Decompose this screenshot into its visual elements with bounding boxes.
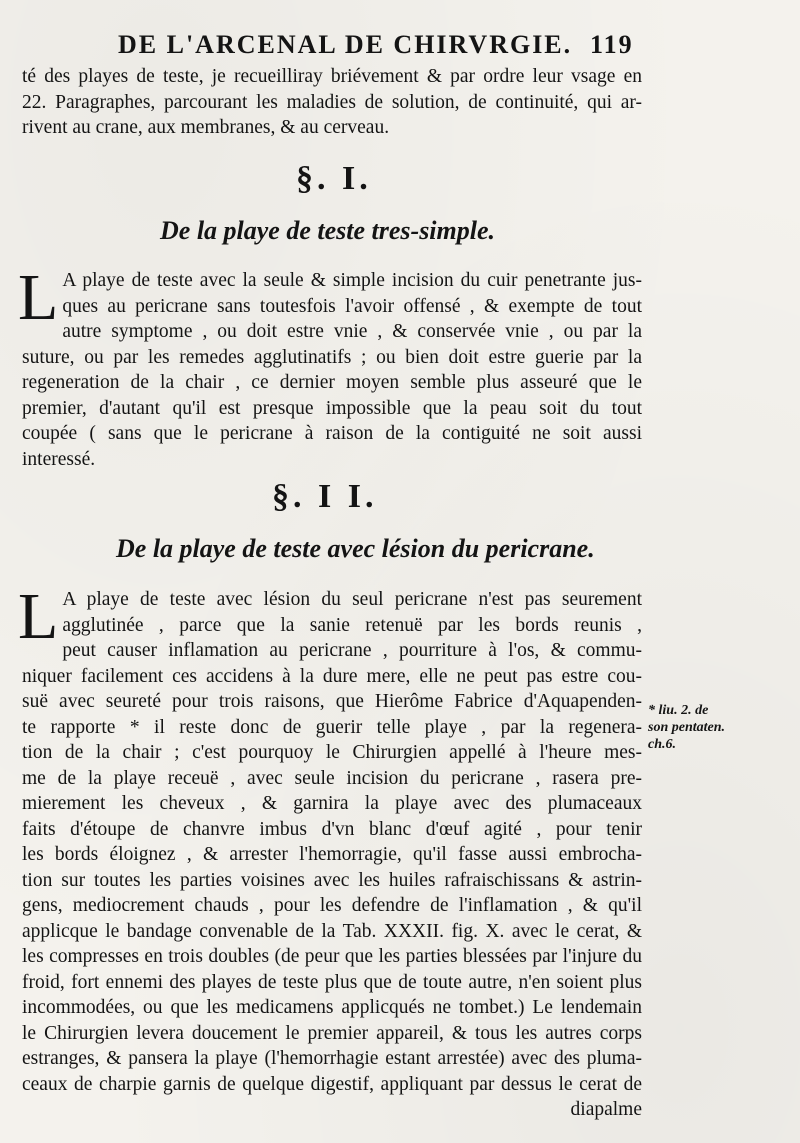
text-line: agglutinée , parce que la sanie retenuë par les bords reunis ,: [62, 614, 642, 636]
text-line: me de la playe receuë , avec seule incision du pericrane , rasera pre-: [22, 767, 642, 789]
text-line: mierement les cheveux , & garnira la playe avec des plumaceaux: [22, 793, 642, 814]
text-line: A playe de teste avec lésion du seul pericrane n'est pas seurement: [62, 589, 642, 610]
intro-paragraph: [22, 64, 642, 141]
margin-note-line: son pentaten.: [648, 720, 726, 735]
text-line: té des playes de teste, je recueilliray briévement & par ordre leur vsage en: [22, 66, 642, 87]
text-line: 22. Paragraphes, parcourant les maladies de solution, de continuité, qui ar-: [22, 91, 642, 113]
text-line: regeneration de la chair , ce dernier moyen semble plus asseuré que le: [22, 372, 642, 393]
text-line: ques au pericrane sans toutesfois l'avoir offensé , & exempte de tout: [62, 295, 642, 317]
text-line: niquer facilement ces accidens à la dure mere, elle ne peut pas estre cou-: [22, 665, 642, 687]
text-line: interessé.: [22, 448, 96, 470]
text-line: estranges, & pansera la playe (l'hemorrhagie estant arrestée) avec des pluma-: [22, 1048, 642, 1069]
section-1-number: §. I.: [296, 160, 372, 197]
drop-cap: L: [18, 261, 59, 334]
text-line: rivent au crane, aux membranes, & au cerveau.: [22, 117, 390, 138]
section-2-title: De la playe de teste avec lésion du pericrane.: [116, 534, 595, 563]
text-line: gens, mediocrement chauds , pour les defendre de l'inflamation , & qu'il: [22, 895, 642, 916]
text-line: faits d'étoupe de chanvre imbus d'vn blanc d'œuf agité , pour tenir: [22, 818, 642, 840]
margin-note-line: ch.6.: [648, 737, 676, 752]
text-line: le Chirurgien levera doucement le premier appareil, & tous les autres corps: [22, 1022, 642, 1044]
section-1-paragraph: [18, 261, 642, 472]
text-line: applicque le bandage convenable de la Tab. XXXII. fig. X. avec le cerat, &: [22, 920, 642, 942]
margin-note: [648, 702, 768, 753]
running-title: DE L'ARCENAL DE CHIRVRGIE.: [118, 30, 573, 59]
text-line: suture, ou par les remedes agglutinatifs ; ou bien doit estre guerie par la: [22, 346, 642, 368]
text-line: coupée ( sans que le pericrane à raison de la contiguité ne soit aussi: [22, 423, 642, 444]
text-line: incommodées, ou que les medicamens applicqués ne tombet.) Le lendemain: [22, 997, 642, 1018]
text-line: froid, fort ennemi des playes de teste plus que de toute autre, n'en soient plus: [22, 971, 642, 993]
text-line: suë avec seureté pour trois raisons, que Hierôme Fabrice d'Aquapenden-: [22, 691, 642, 712]
section-2-paragraph: [18, 580, 642, 1123]
page-number: 119: [590, 30, 634, 59]
text-line: ceaux de charpie garnis de quelque digestif, appliquant par dessus le cerat de: [22, 1073, 642, 1095]
text-line: autre symptome , ou doit estre vnie , & conservée vnie , ou par la: [62, 321, 642, 342]
section-2-number: §. I I.: [272, 478, 378, 515]
catchword: diapalme: [570, 1099, 642, 1120]
section-1-title: De la playe de teste tres-simple.: [160, 216, 496, 245]
margin-note-line: * liu. 2. de: [648, 703, 709, 718]
text-line: tion sur toutes les parties voisines avec les huiles rafraischissans & astrin-: [22, 869, 642, 891]
text-line: peut causer inflamation au pericrane , pourriture à l'os, & commu-: [62, 640, 642, 661]
text-line: premier, d'autant qu'il est presque impossible que la peau soit du tout: [22, 397, 642, 419]
text-line: les compresses en trois doubles (de peur que les parties blessées par l'injure du: [22, 946, 642, 967]
drop-cap: L: [18, 580, 59, 653]
text-line: les bords éloignez , & arrester l'hemorragie, qu'il fasse aussi embrocha-: [22, 844, 642, 865]
text-line: A playe de teste avec la seule & simple incision du cuir penetrante jus-: [62, 270, 642, 291]
running-header: [118, 30, 638, 60]
text-line: te rapporte * il reste donc de guerir telle playe , par la regenera-: [22, 716, 642, 738]
text-line: tion de la chair ; c'est pourquoy le Chirurgien appellé à l'heure mes-: [22, 742, 642, 763]
